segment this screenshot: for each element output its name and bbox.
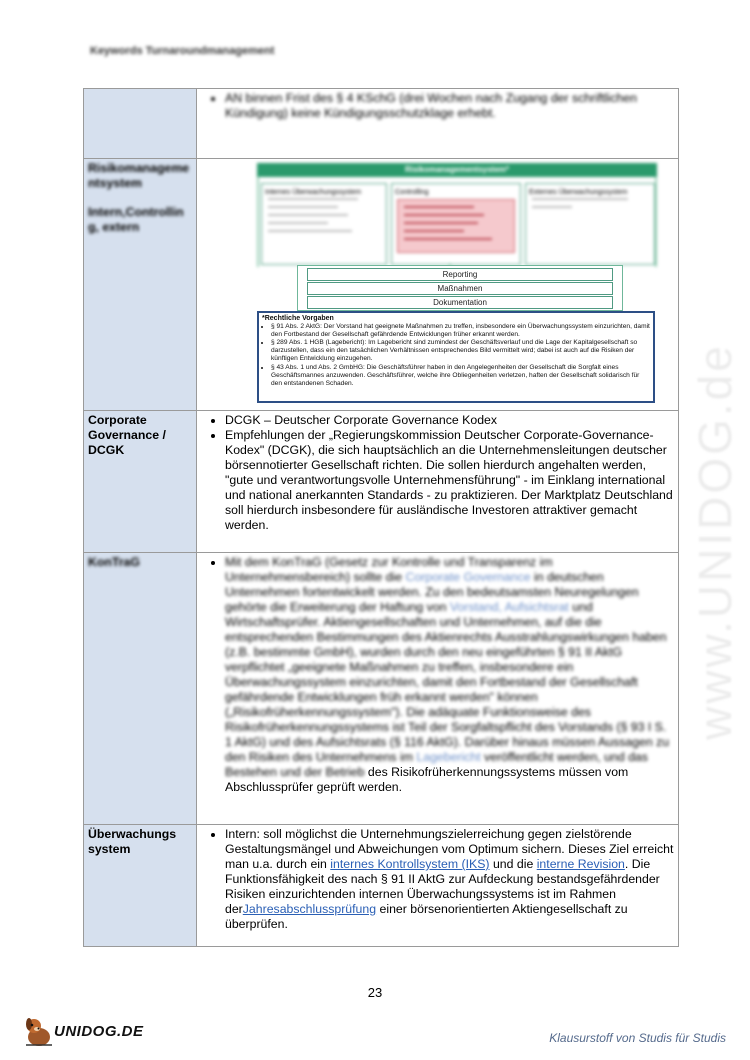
unidog-logo [22,1015,152,1049]
legal-box [257,311,655,403]
row-label: Überwachungs system [84,825,197,947]
list-item: • AN binnen Frist des § 4 KSchG (drei Wochen nach Zugang der schriftlichen Kündigung) keine Kündigungsschutzklage erhebt. [225,91,674,121]
list-item: • Mit dem KonTraG (Gesetz zur Kontrolle und Transparenz im Unternehmensbereich) sollte die Corporate Governance in deutschen Unternehmen fortentwickelt werden. Zu den bedeutsamsten Neuregelungen gehörte die Erweiterung der Haftung von Vorstand, Aufsichtsrat und Wirtschaftsprüfer. Aktiengesellschaften und Unternehmen, auf die die entsprechenden Bestimmungen des Aktienrechts Ausstrahlungswirkungen haben (z.B. bestimmte GmbH), wurden durch den neu eingeführten § 91 II AktG verpflichtet „geeignete Maßnahmen zu treffen, insbesondere ein Überwachungssystem einzurichten, damit den Fortbestand der Gesellschaft gefährdende Entwicklungen früh erkannt werden" können („Risikofrüherkennungssystem"). Die adäquate Funktionsweise des Risikofrüherkennungssystems ist Teil der Sorgfaltspflicht des Vorstands (§ 93 I S. 1 AktG) und des Aufsichtsrats (§ 116 AktG). Darüber hinaus müssen Aussagen zu den Risiken des Unternehmens im Lagebericht veröffentlicht werden, und das Bestehen und der Betrieb des Risikofrüherkennungssystems müssen vom Abschlussprüfer geprüft werden. [225,555,674,795]
row-label-title: Risikomanagementsystem [88,161,190,190]
table-row [84,159,679,411]
link-jahresabschlusspruefung[interactable]: Jahresabschlussprüfung [242,902,377,916]
legal-list [262,323,650,388]
row-label [84,159,197,411]
row-label: Corporate Governance / DCGK [84,411,197,553]
list-item: • Empfehlungen der „Regierungskommission Deutscher Corporate-Governance-Kodex" (DCGK), die sich hauptsächlich an die Unternehmensleitungen deutscher börsennotierter Gesellschaft richten. Die sollen hierdurch angehalten werden, "gute und verantwortungsvolle Unternehmensführung" - im Einklang international und national anerkannten Standards - zu praktizieren. Der Marktplatz Deutschland soll hierdurch insbesondere für ausländische Investoren attraktiver gemacht werden. [225,428,674,533]
link-corporate-governance[interactable]: Corporate Governance [405,570,531,584]
legal-item: • § 91 Abs. 2 AktG: Der Vorstand hat geeignete Maßnahmen zu treffen, insbesondere ein Überwachungssystem einzurichten, damit den Fortbestand der Gesellschaft gefährdende Entwicklungen früher erkannt werden. [271,323,650,339]
dog-icon [22,1015,56,1049]
row-label [84,553,197,825]
watermark: www.UNIDOG.de [689,343,741,740]
table-row [84,89,679,159]
content-table [83,88,679,947]
table-row [84,825,679,947]
row-label-text: KonTraG [88,555,140,569]
risk-diagram [199,161,676,405]
bullet-list [201,91,674,121]
header-title: Keywords Turnaroundmanagement [90,45,275,57]
table-row [84,553,679,825]
diagram-title: Risikomanagementsystem* [404,165,510,174]
bullet-list [201,555,674,795]
link-iks[interactable]: internes Kontrollsystem (IKS) [330,857,490,871]
bullet-list [201,413,674,533]
diagram-col-right: Externes Überwachungssystem [525,183,655,265]
list-item: • Intern: soll möglichst die Unternehmungszielerreichung gegen zielstörende Gestaltungsmängel und Abweichungen vom Optimum sichern. Dieses Ziel erreicht man u.a. durch ein internes Kontrollsystem (IKS) und die interne Revision. Die Funktionsfähigkeit des nach § 91 II AktG zur Aufdeckung bestandsgefährdender Risiken einzurichtenden internen Überwachungssystems ist im Rahmen derJahresabschlussprüfung einer börsenorientierten Aktiengesellschaft zu überprüfen. [225,827,674,932]
flow-massnahmen: Maßnahmen [307,282,613,295]
legal-title: *Rechtliche Vorgaben [262,315,334,322]
row-label-subtitle: Intern,Controlling, extern [88,205,184,234]
row-content [197,411,679,553]
diagram-col-left: Internes Überwachungssystem [261,183,387,265]
diagram-highlight-box [397,199,515,253]
logo-text: UNIDOG.DE [54,1023,144,1040]
table-row [84,411,679,553]
legal-item: • § 289 Abs. 1 HGB (Lagebericht): Im Lagebericht sind zumindest der Geschäftsverlauf und die Lage der Kapitalgesellschaft so darzustellen, dass ein den tatsächlichen Verhältnissen entsprechendes Bild vermittelt wird; dabei ist auch auf die Risiken der künftigen Entwicklung einzugehen. [271,339,650,363]
row-content [197,553,679,825]
list-item: • DCGK – Deutscher Corporate Governance Kodex [225,413,674,428]
row-content [197,159,679,411]
row-label [84,89,197,159]
kontrag-visible-text: des Risikofrüherkennungssystems müssen vom Abschlussprüfer geprüft werden. [225,765,629,794]
legal-item: • § 43 Abs. 1 und Abs. 2 GmbHG: Die Geschäftsführer haben in den Angelegenheiten der Gesellschaft die Sorgfalt eines Geschäftsmannes anzuwenden. Geschäftsführer, welche ihre Obliegenheiten verletzen, haften der Gesellschaft solidarisch für den entstandenen Schaden. [271,364,650,388]
flow-reporting: Reporting [307,268,613,281]
link-vorstand-aufsichtsrat[interactable]: Vorstand, Aufsichtsrat [449,600,569,614]
page-number: 23 [367,985,383,1000]
link-interne-revision[interactable]: interne Revision [536,857,625,871]
row-content [197,825,679,947]
row-content [197,89,679,159]
bullet-list [201,827,674,932]
link-lagebericht[interactable]: Lagebericht [416,750,481,764]
diagram-col-mid: Controlling [391,183,521,265]
footer-note: Klausurstoff von Studis für Studis [549,1031,726,1045]
flow-dokumentation: Dokumentation [307,296,613,309]
